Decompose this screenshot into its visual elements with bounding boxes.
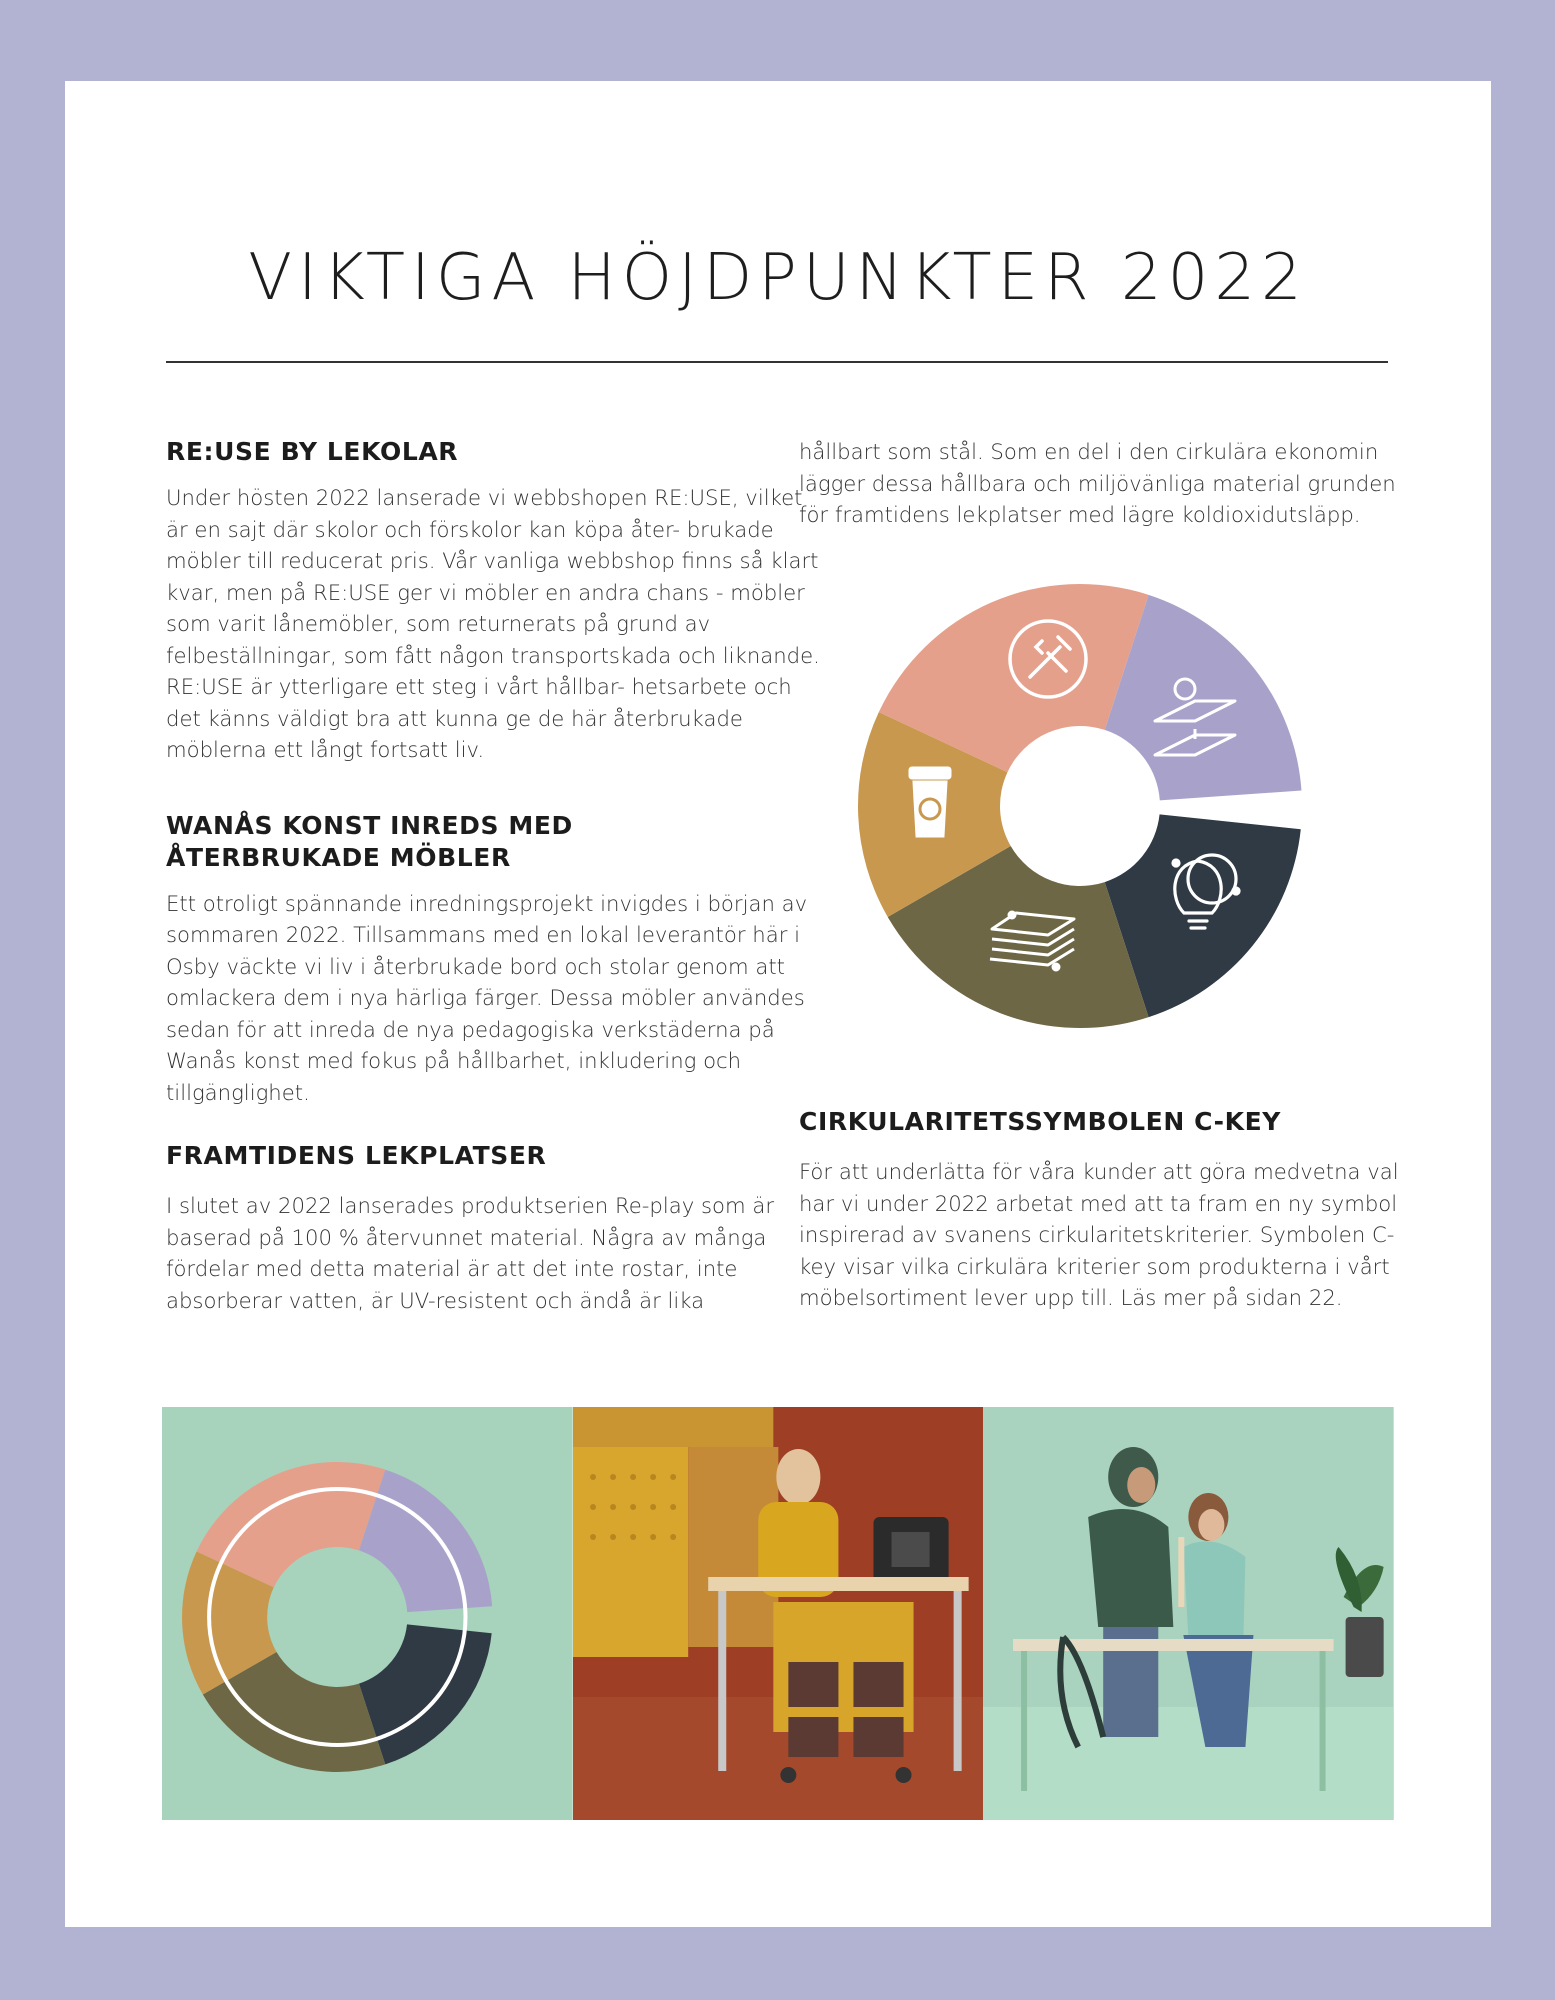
photo-ckey-symbol: [162, 1407, 573, 1820]
left-column: [166, 436, 826, 1316]
page-title: VIKTIGA HÖJDPUNKTER 2022: [248, 241, 1308, 315]
recycle-bin-icon: [910, 768, 950, 836]
section-heading: CIRKULARITETSSYMBOLEN C-KEY: [799, 1107, 1282, 1136]
section-reuse: [166, 436, 826, 766]
section-lekplatser: [166, 1140, 826, 1316]
photo-strip: [162, 1407, 1394, 1820]
photo-classroom: [983, 1407, 1394, 1820]
section-wanas: [166, 810, 826, 1109]
section-body: För att underlätta för våra kunder att göra medvetna val har vi under 2022 arbetat med att ta fram en ny symbol inspirerad av svanens cirkularitetskriterier. Symbolen C-key visar vilka cirkulära kriterier som produkterna i vårt möbelsortiment lever upp till. Läs mer på sidan 22.: [799, 1159, 1399, 1310]
right-column-continuation: [799, 436, 1399, 531]
section-heading: RE:USE BY LEKOLAR: [166, 437, 459, 466]
section-heading: FRAMTIDENS LEKPLATSER: [166, 1141, 547, 1170]
section-body-continued: hållbart som stål. Som en del i den cirkulära ekonomin lägger dessa hållbara och miljövänliga material grunden för framtidens lekplatser med lägre koldioxidutsläpp.: [799, 439, 1396, 527]
ckey-symbol: [855, 581, 1305, 1031]
section-body: I slutet av 2022 lanserades produktserien Re-play som är baserad på 100 % återvunnet material. Några av många fördelar med detta material är att det inte rostar, inte absorberar vatten, är UV-resistent och ändå är lika: [166, 1193, 775, 1313]
title-divider: [166, 361, 1388, 363]
section-body: Under hösten 2022 lanserade vi webbshopen RE:USE, vilket är en sajt där skolor och förskolor kan köpa åter- brukade möbler till reducerat pris. Vår vanliga webbshop finns så klart kvar, men på RE:USE ger vi möbler en andra chans - möbler som varit lånemöbler, som returnerats på grund av felbeställningar, som fått någon transportskada och liknande. RE:USE är ytterligare ett steg i vårt hållbar- hetsarbete och det känns väldigt bra att kunna ge de här återbrukade möblerna ett långt fortsatt liv.: [166, 485, 820, 762]
page: [65, 81, 1491, 1927]
section-heading: WANÅS KONST INREDS MED ÅTERBRUKADE MÖBLER: [166, 810, 573, 872]
photo-workshop: [573, 1407, 984, 1820]
section-ckey: [799, 1106, 1399, 1314]
section-body: Ett otroligt spännande inredningsprojekt invigdes i början av sommaren 2022. Tillsammans med en lokal leverantör här i Osby väckte vi liv i återbrukade bord och stolar genom att omlackera dem i nya härliga färger. Dessa möbler användes sedan för att inreda de nya pedagogiska verkstäderna på Wanås konst med fokus på hållbarhet, inkludering och tillgänglighet.: [166, 890, 808, 1105]
